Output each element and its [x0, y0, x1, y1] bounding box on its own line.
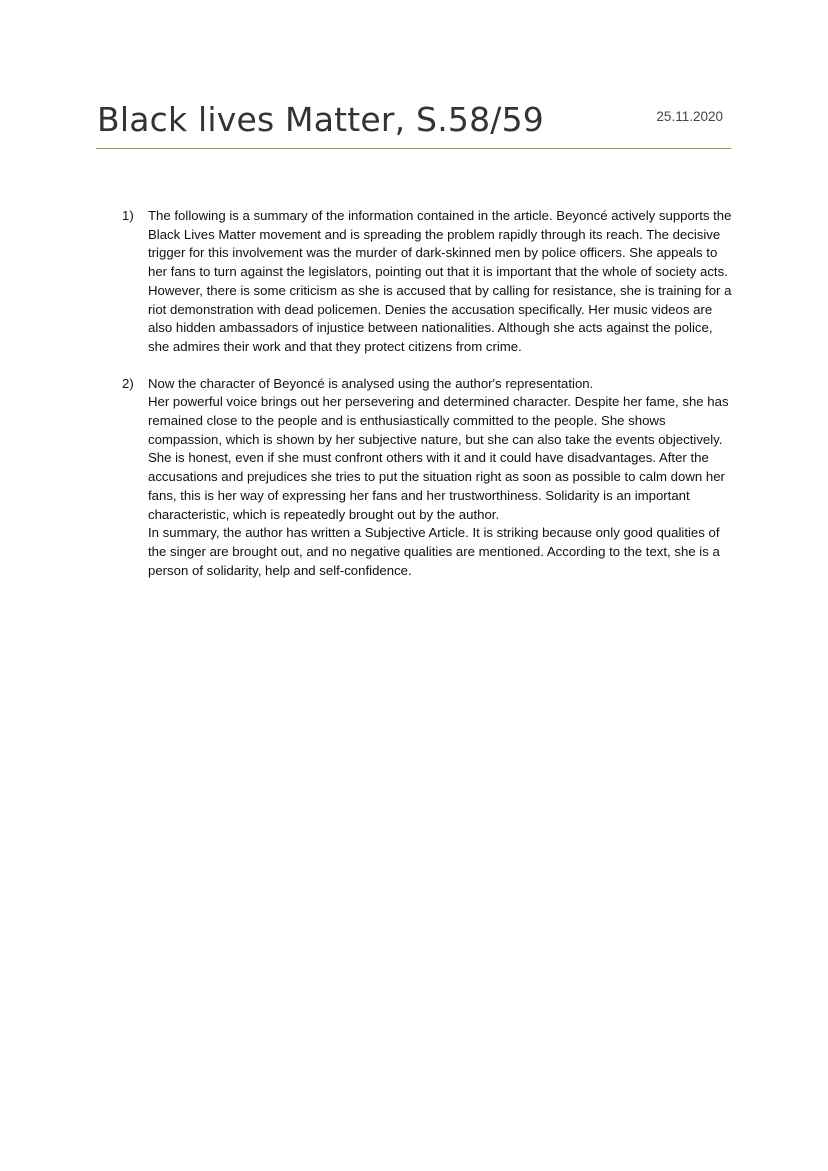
date-label: 25.11.2020 — [656, 109, 723, 124]
header-divider — [96, 148, 731, 149]
list-item-2 — [122, 375, 734, 581]
character-paragraph: Her powerful voice brings out her persevering and determined character. Despite her fame, she has remained close to the people and is enthusiastically committed to the people. She shows compassion, which is shown by her subjective nature, but she can also take the events objectively. She is honest, even if she must confront others with it and it could have disadvantages. After the accusations and prejudices she tries to put the situation right as soon as possible to calm down her fans, this is her way of expressing her fans and her trustworthiness. Solidarity is an important characteristic, which is repeatedly brought out by the author. — [148, 394, 729, 522]
conclusion-paragraph: In summary, the author has written a Subjective Article. It is striking because only good qualities of the singer are brought out, and no negative qualities are mentioned. According to the text, she is a person of solidarity, help and self-confidence. — [148, 525, 720, 578]
document-header — [97, 98, 731, 148]
document-body — [122, 207, 734, 598]
summary-paragraph: The following is a summary of the information contained in the article. Beyoncé actively supports the Black Lives Matter movement and is spreading the problem rapidly through its reach. The decisive trigger for this involvement was the murder of dark-skinned men by police officers. She appeals to her fans to turn against the legislators, pointing out that it is important that the whole of society acts. However, there is some criticism as she is accused that by calling for resistance, she is training for a riot demonstration with dead policemen. Denies the accusation specifically. Her music videos are also hidden ambassadors of injustice between nationalities. Although she acts against the police, she admires their work and that they protect citizens from crime. — [148, 208, 732, 354]
page-title: Black lives Matter, S.58/59 — [97, 100, 544, 139]
character-intro: Now the character of Beyoncé is analysed using the author's representation. — [148, 375, 594, 391]
list-item-1 — [122, 207, 734, 357]
list-item-number: 2) — [122, 375, 134, 391]
list-item-number: 1) — [122, 208, 134, 223]
